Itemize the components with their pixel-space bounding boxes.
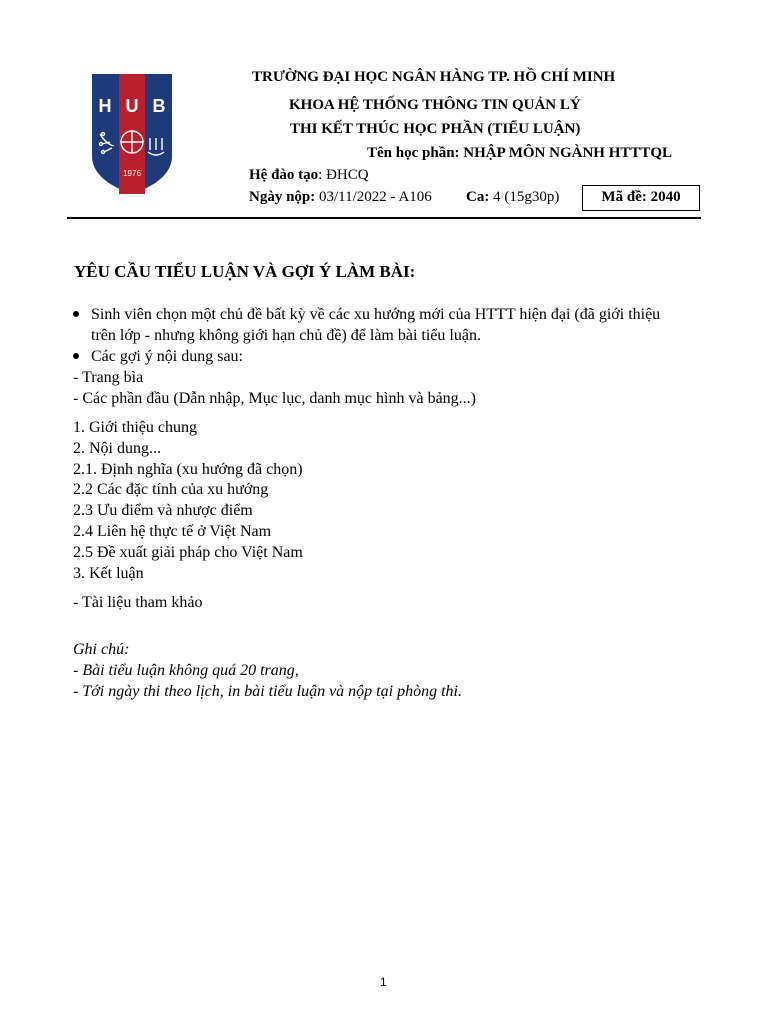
references-line: - Tài liệu tham khảo [73,594,203,611]
submit-line [249,189,432,206]
exam-code: Mã đề: 2040 [601,189,681,205]
bullet1-line2: trên lớp - nhưng không giới hạn chủ đề) để làm bài tiểu luận. [91,327,481,344]
course-value: NHẬP MÔN NGÀNH HTTTQL [463,145,673,161]
hub-logo [90,72,174,196]
outline-item: 2.5 Đề xuất giải pháp cho Việt Nam [73,544,303,561]
logo-year: 1976 [123,169,141,178]
page-number: 1 [380,975,387,989]
course-label: Tên học phần: [367,145,460,161]
outline-item: 2. Nội dung... [73,440,161,457]
list-line-front-matter: - Các phần đầu (Dẫn nhập, Mục lục, danh mục hình và bảng...) [73,390,476,407]
outline-item: 3. Kết luận [73,565,144,582]
program-value: : ĐHCQ [318,167,369,183]
section-heading: YÊU CẦU TIỂU LUẬN VÀ GỢI Ý LÀM BÀI: [74,262,416,281]
shift-line [466,189,559,206]
program-label: Hệ đào tạo [249,167,319,183]
outline-item: 2.2 Các đặc tính của xu hướng [73,481,269,498]
logo-letter-b: B [152,96,166,116]
bullet1-line1: Sinh viên chọn một chủ đề bất kỳ về các xu hướng mới của HTTT hiện đại (đã giới thiệu [91,306,661,323]
exam-code-box [582,185,700,211]
shift-value: 4 (15g30p) [493,189,560,205]
note-title: Ghi chú: [73,641,130,658]
program-line [249,167,369,184]
exam-title: THI KẾT THÚC HỌC PHẦN (TIỂU LUẬN) [290,121,581,137]
logo-letter-h: H [98,96,112,116]
submit-value: 03/11/2022 - A106 [319,189,432,205]
submit-label: Ngày nộp: [249,189,316,205]
bullet-dot [73,311,79,317]
logo-letter-u: U [125,96,139,116]
list-line-cover: - Trang bìa [73,369,144,386]
outline-item: 1. Giới thiệu chung [73,419,197,436]
bullet-dot [73,353,79,359]
note-line: - Bài tiểu luận không quá 20 trang, [73,662,299,679]
bullet2-text: Các gợi ý nội dung sau: [91,348,243,365]
outline-item: 2.3 Ưu điểm và nhược điểm [73,502,253,519]
shift-label: Ca: [466,189,490,205]
note-line: - Tới ngày thi theo lịch, in bài tiểu luận và nộp tại phòng thi. [73,683,462,700]
course-line [367,145,672,162]
faculty-name: KHOA HỆ THỐNG THÔNG TIN QUẢN LÝ [289,97,581,113]
school-name: TRƯỜNG ĐẠI HỌC NGÂN HÀNG TP. HỒ CHÍ MINH [252,69,616,85]
outline-item: 2.4 Liên hệ thực tế ở Việt Nam [73,523,272,540]
outline-item: 2.1. Định nghĩa (xu hướng đã chọn) [73,461,303,478]
header-divider [67,217,701,219]
